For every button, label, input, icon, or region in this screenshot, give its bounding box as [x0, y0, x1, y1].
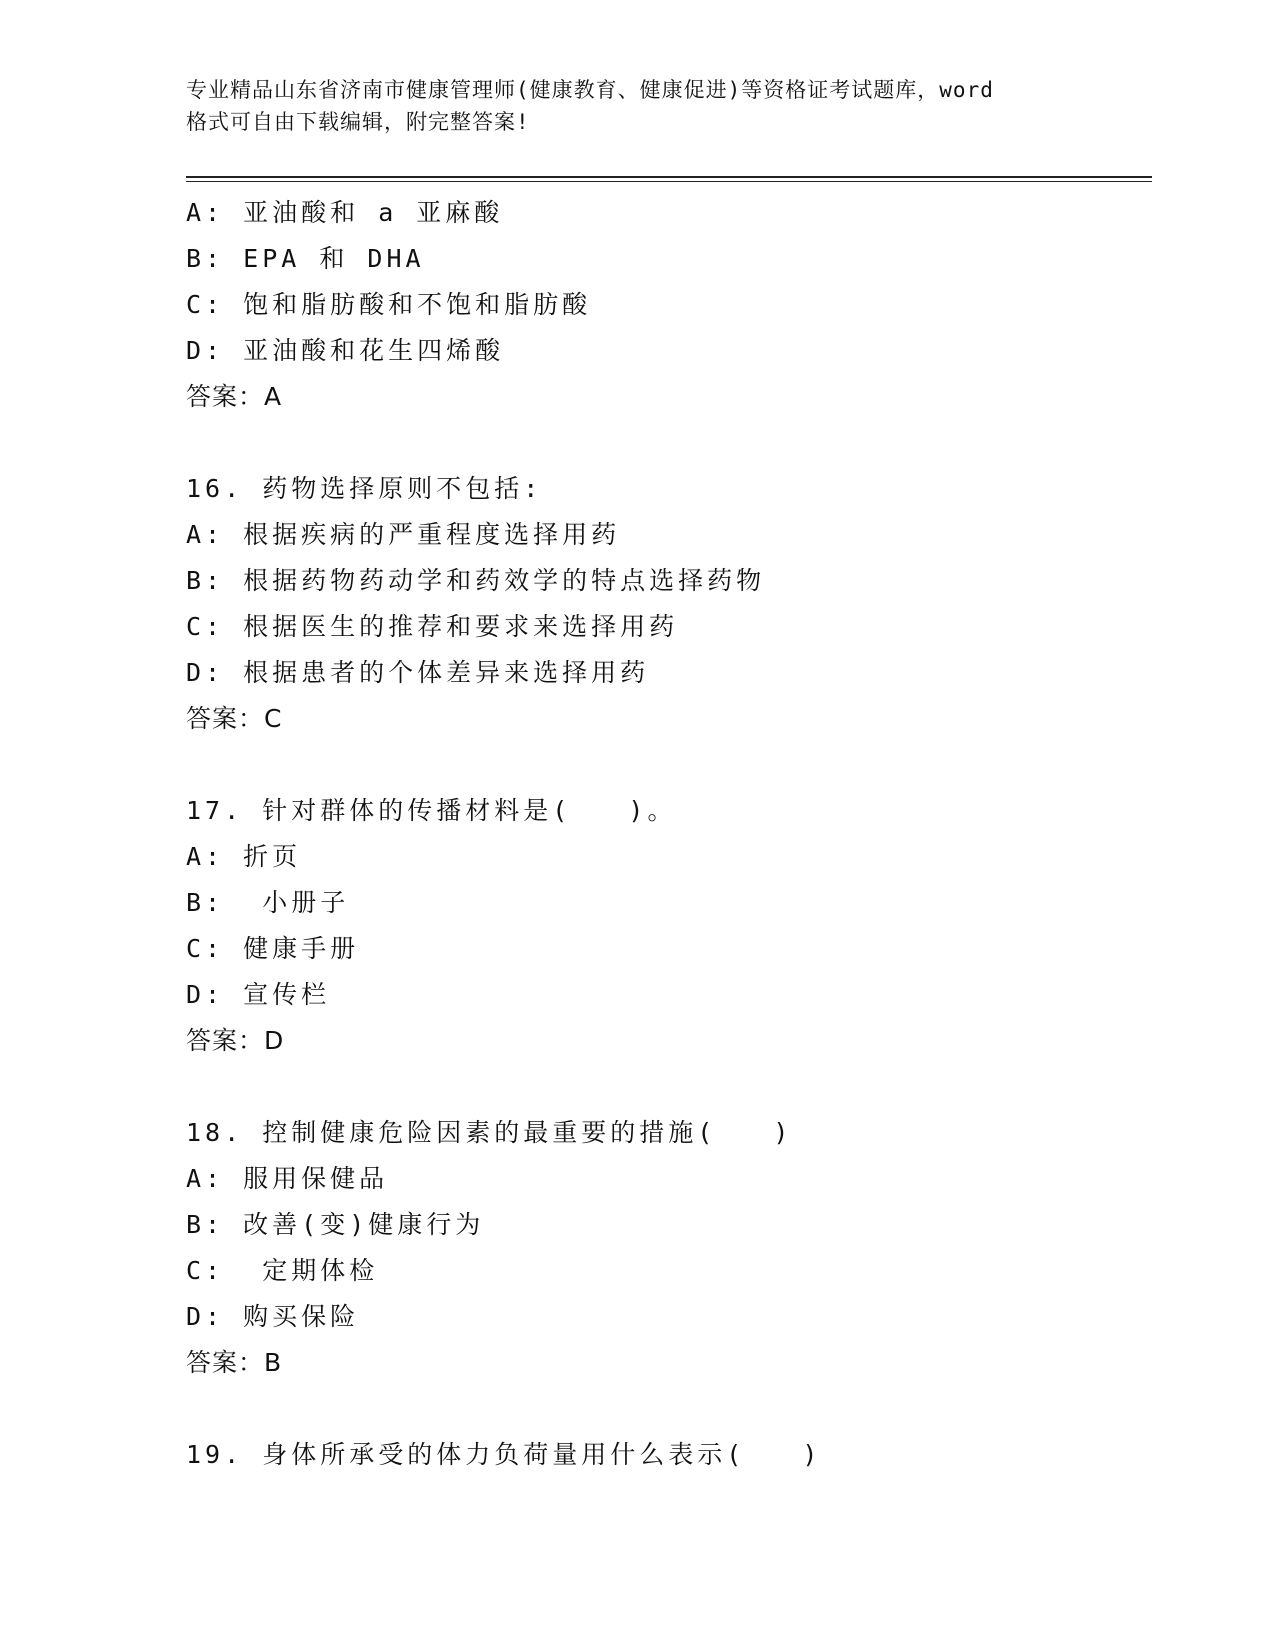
option-b: B: 根据药物药动学和药效学的特点选择药物 — [186, 566, 766, 595]
header-divider-thick — [186, 176, 1152, 178]
option-c: C: 根据医生的推荐和要求来选择用药 — [186, 612, 679, 641]
option-b: B: EPA 和 DHA — [186, 244, 425, 273]
option-d: D: 购买保险 — [186, 1302, 360, 1331]
option-a: A: 折页 — [186, 842, 302, 871]
option-c: C: 定期体检 — [186, 1256, 379, 1285]
question-stem: 19. 身体所承受的体力负荷量用什么表示( ) — [186, 1440, 822, 1469]
question-15 — [186, 190, 1146, 420]
answer-line: 答案：A — [186, 382, 283, 411]
header-divider-thin — [186, 181, 1152, 182]
option-a: A: 亚油酸和 a 亚麻酸 — [186, 198, 504, 227]
option-a: A: 服用保健品 — [186, 1164, 389, 1193]
question-list — [186, 190, 1146, 1478]
answer-line: 答案：C — [186, 704, 283, 733]
spacer — [186, 420, 1146, 466]
option-c: C: 饱和脂肪酸和不饱和脂肪酸 — [186, 290, 592, 319]
question-17 — [186, 788, 1146, 1064]
header-line-2: 格式可自由下载编辑，附完整答案! — [186, 110, 530, 134]
question-stem: 17. 针对群体的传播材料是( )。 — [186, 796, 677, 825]
question-stem: 18. 控制健康危险因素的最重要的措施( ) — [186, 1118, 793, 1147]
option-d: D: 宣传栏 — [186, 980, 331, 1009]
spacer — [186, 1064, 1146, 1110]
question-stem: 16. 药物选择原则不包括: — [186, 474, 543, 503]
question-18 — [186, 1110, 1146, 1386]
document-header — [186, 74, 1086, 138]
answer-line: 答案：B — [186, 1348, 283, 1377]
spacer — [186, 1386, 1146, 1432]
option-b: B: 改善(变)健康行为 — [186, 1210, 485, 1239]
option-d: D: 根据患者的个体差异来选择用药 — [186, 658, 650, 687]
spacer — [186, 742, 1146, 788]
question-16 — [186, 466, 1146, 742]
option-c: C: 健康手册 — [186, 934, 360, 963]
header-line-1: 专业精品山东省济南市健康管理师(健康教育、健康促进)等资格证考试题库，word — [186, 78, 994, 102]
question-19 — [186, 1432, 1146, 1478]
option-b: B: 小册子 — [186, 888, 350, 917]
option-a: A: 根据疾病的严重程度选择用药 — [186, 520, 621, 549]
option-d: D: 亚油酸和花生四烯酸 — [186, 336, 505, 365]
answer-line: 答案：D — [186, 1026, 285, 1055]
